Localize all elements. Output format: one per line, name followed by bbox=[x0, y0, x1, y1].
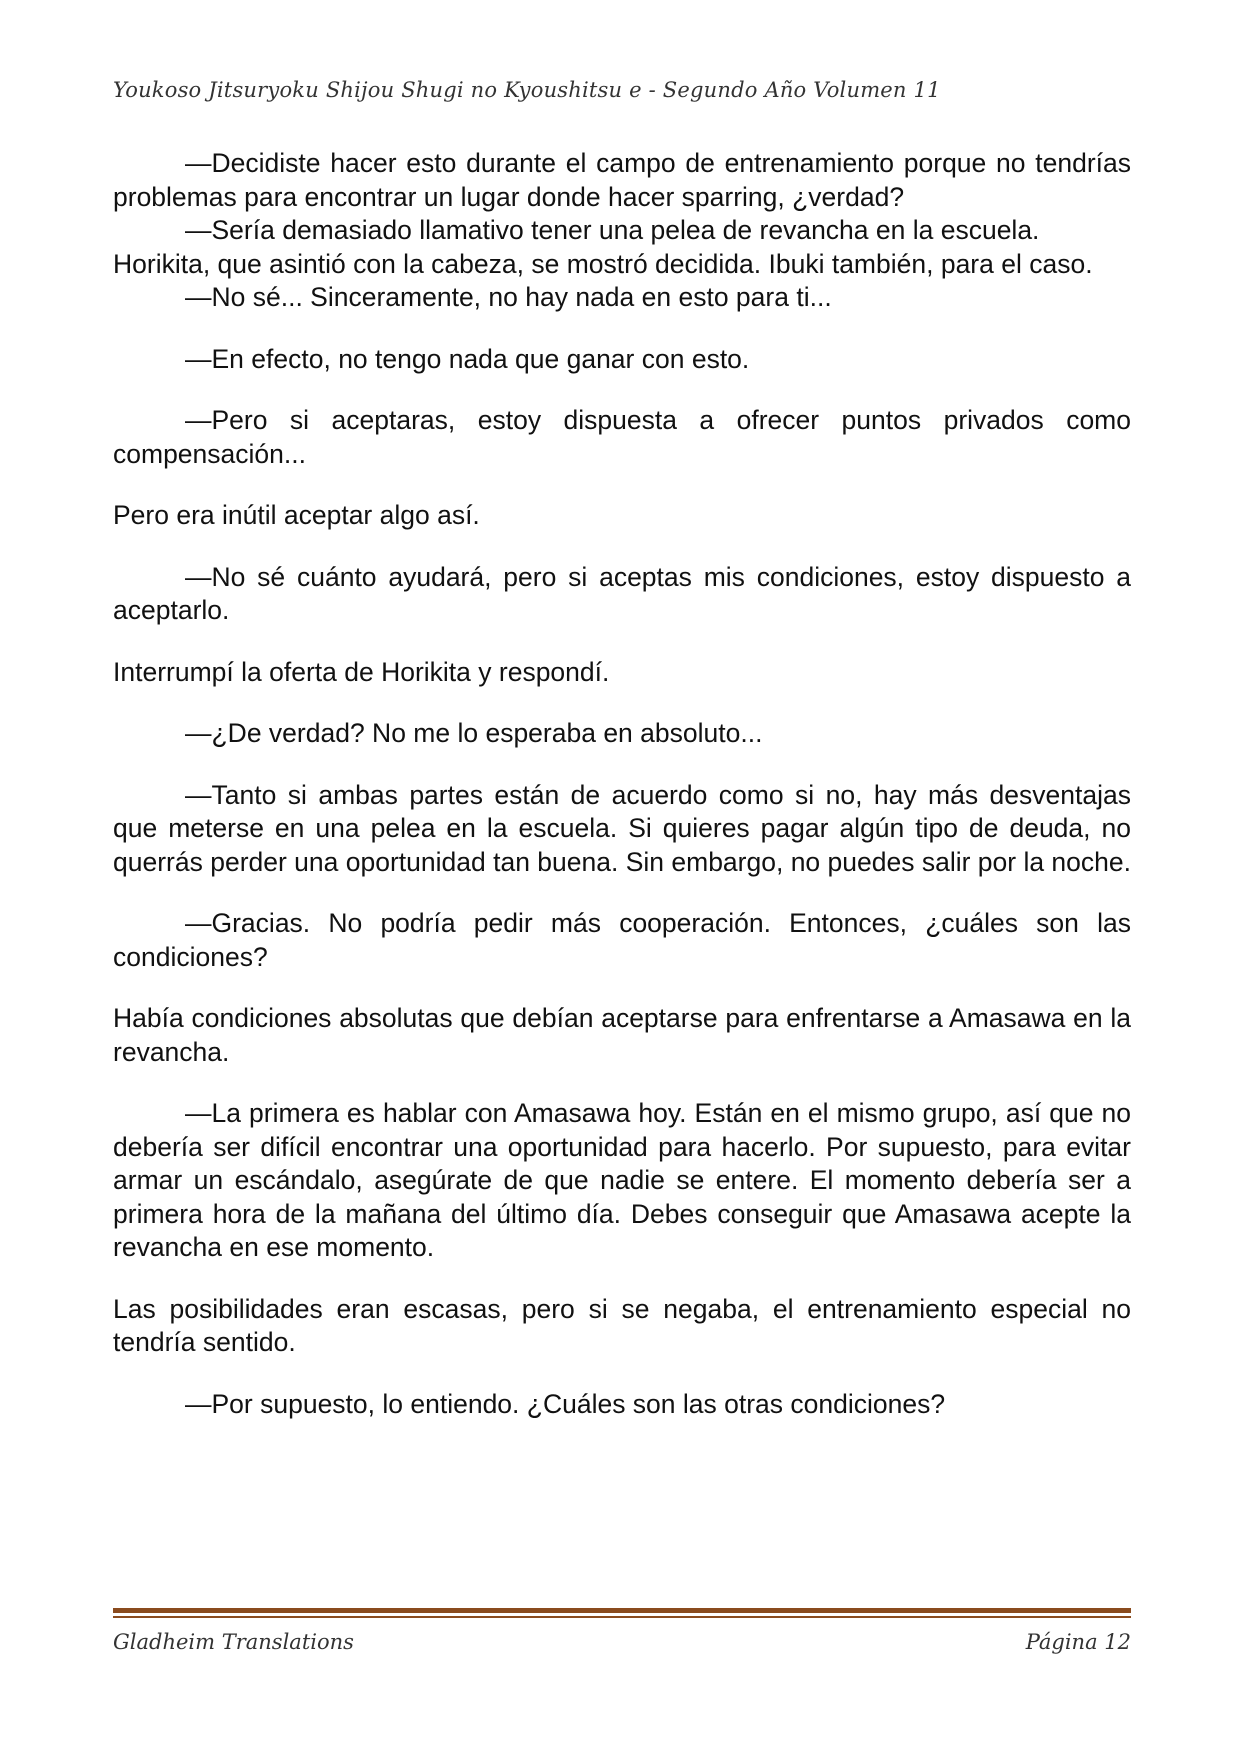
paragraph-dialogue: —¿De verdad? No me lo esperaba en absoluto... bbox=[185, 718, 763, 748]
paragraph-dialogue: —No sé cuánto ayudará, pero si aceptas mis condiciones, estoy dispuesto a aceptarlo. bbox=[113, 561, 1131, 625]
paragraph-narration: Pero era inútil aceptar algo así. bbox=[113, 500, 480, 530]
paragraph-dialogue: —Decidiste hacer esto durante el campo de entrenamiento porque no tendrías problemas para encontrar un lugar donde hacer sparring, ¿verdad? bbox=[113, 148, 1131, 212]
footer-divider-thick bbox=[113, 1608, 1131, 1613]
footer-page-number: Página 12 bbox=[1025, 1630, 1131, 1654]
footer-translator-credit: Gladheim Translations bbox=[113, 1630, 354, 1654]
paragraph-dialogue: —Tanto si ambas partes están de acuerdo como si no, hay más desventajas que meterse en una pelea en la escuela. Si quieres pagar algún tipo de deuda, no querrás perder una oportunidad tan buena. Sin embargo, no puedes salir por la noche. bbox=[113, 779, 1131, 877]
paragraph-dialogue: —La primera es hablar con Amasawa hoy. Están en el mismo grupo, así que no debería ser difícil encontrar una oportunidad para hacerlo. Por supuesto, para evitar armar un escándalo, asegúrate de que nadie se entere. El momento debería ser a primera hora de la mañana del último día. Debes conseguir que Amasawa acepte la revancha en ese momento. bbox=[113, 1098, 1131, 1262]
paragraph-dialogue: —Gracias. No podría pedir más cooperación. Entonces, ¿cuáles son las condiciones? bbox=[113, 908, 1131, 972]
paragraph-dialogue: —Pero si aceptaras, estoy dispuesta a ofrecer puntos privados como compensación... bbox=[113, 405, 1131, 469]
page-header-title: Youkoso Jitsuryoku Shijou Shugi no Kyoushitsu e - Segundo Año Volumen 11 bbox=[113, 78, 941, 102]
document-body bbox=[113, 147, 1131, 1421]
paragraph-narration: Interrumpí la oferta de Horikita y respondí. bbox=[113, 656, 610, 687]
footer-divider-thin bbox=[113, 1616, 1131, 1618]
paragraph-dialogue: —Por supuesto, lo entiendo. ¿Cuáles son las otras condiciones? bbox=[185, 1388, 946, 1419]
paragraph-dialogue: —No sé... Sinceramente, no hay nada en esto para ti... bbox=[185, 282, 832, 312]
paragraph-dialogue: —En efecto, no tengo nada que ganar con esto. bbox=[185, 343, 750, 374]
paragraph-narration: Había condiciones absolutas que debían aceptarse para enfrentarse a Amasawa en la revancha. bbox=[113, 1003, 1131, 1067]
paragraph-dialogue: —Sería demasiado llamativo tener una pelea de revancha en la escuela. bbox=[185, 215, 1040, 245]
paragraph-narration: Horikita, que asintió con la cabeza, se mostró decidida. Ibuki también, para el caso. bbox=[113, 248, 1093, 279]
paragraph-narration: Las posibilidades eran escasas, pero si se negaba, el entrenamiento especial no tendría sentido. bbox=[113, 1293, 1131, 1357]
